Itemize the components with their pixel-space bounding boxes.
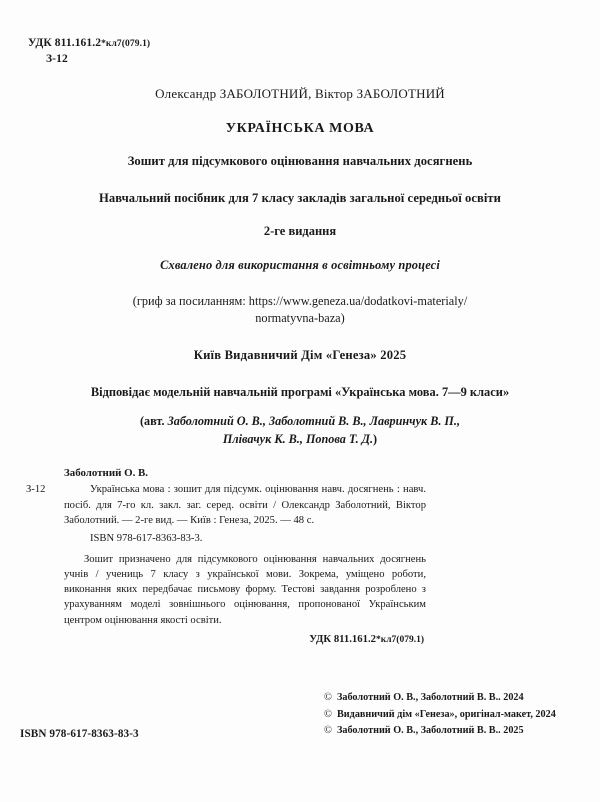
page-title: УКРАЇНСЬКА МОВА <box>225 121 375 136</box>
udc-top-block <box>28 36 150 67</box>
cip-isbn: ISBN 978-617-8363-83-3. <box>90 532 203 544</box>
copyright-text: Заболотний О. В., Заболотний В. В.. 2024 <box>337 692 524 703</box>
program-authors-suffix: ) <box>373 431 378 446</box>
grif-url-line-2: normatyvna-baza) <box>255 311 345 326</box>
curriculum-program-authors <box>0 413 600 448</box>
grif-reference-block <box>0 293 600 328</box>
curriculum-program-line: Відповідає модельній навчальній програмі «Українська мова. 7—9 класи» <box>90 384 510 399</box>
copyright-row <box>324 707 586 723</box>
book-subtitle: Зошит для підсумкового оцінювання навчальних досягнень <box>127 154 473 168</box>
udc-top-shelf-mark: З-12 <box>46 52 68 65</box>
education-level-line: Навчальний посібник для 7 класу закладів загальної середньої освіти <box>99 191 501 205</box>
cip-block <box>26 466 426 647</box>
copyright-icon: © <box>324 708 332 720</box>
grif-url-line-1: (гриф за посиланням: https://www.geneza.ua/dodatkovi-materialy/ <box>132 294 468 308</box>
copyright-icon: © <box>324 725 332 737</box>
program-authors-line-1: Заболотний О. В., Заболотний В. В., Лавринчук В. П., <box>167 413 461 428</box>
copyright-block <box>324 690 586 740</box>
cip-udc-code <box>64 632 426 647</box>
copyright-row <box>324 690 586 706</box>
cip-udc-suffix: *кл7(079.1) <box>375 634 424 645</box>
copyright-icon: © <box>324 692 332 703</box>
cip-shelf-mark: З-12 <box>26 484 46 496</box>
book-authors: Олександр ЗАБОЛОТНИЙ, Віктор ЗАБОЛОТНИЙ <box>155 86 445 101</box>
approval-statement: Схвалено для використання в освітньому процесі <box>160 258 440 272</box>
cip-annotation: Зошит призначено для підсумкового оцінювання навчальних досягнень учнів / учениць 7 класу з української мови. Зокрема, уміщено роботи, виконання яких передбачає письмову форму. Тестові завдання розроблено з урахуванням моделі зовнішнього оцінювання, пропонованої Українським центром оцінювання якості освіти. <box>64 553 426 626</box>
cip-author-heading: Заболотний О. В. <box>64 467 149 479</box>
program-authors-line-2: Плівачук К. В., Попова Т. Д. <box>222 431 374 446</box>
isbn-bottom: ISBN 978-617-8363-83-3 <box>20 728 139 740</box>
copyright-text: Заболотний О. В., Заболотний В. В.. 2025 <box>337 725 524 737</box>
cip-description: Українська мова : зошит для підсумк. оцінювання навч. досягнень : навч. посіб. для 7-го кл. закл. заг. серед. освіти / Олександр Заболотний, Віктор Заболотний. — 2-ге вид. — Київ : Генеза, 2025. — 48 с. <box>64 484 426 526</box>
cip-body <box>26 482 426 647</box>
title-stack <box>0 86 600 448</box>
edition-line: 2-ге видання <box>263 224 337 238</box>
udc-top-code: УДК 811.161.2 <box>28 37 102 49</box>
copyright-row <box>324 723 586 739</box>
udc-top-code-suffix: *кл7(079.1) <box>101 39 151 49</box>
program-authors-prefix: (авт. <box>139 413 168 428</box>
cip-udc-prefix: УДК 811.161.2 <box>309 632 376 645</box>
publisher-imprint: Київ Видавничий Дім «Генеза» 2025 <box>193 347 407 362</box>
copyright-text: Видавничий дім «Генеза», оригінал-макет, 2024 <box>337 708 556 720</box>
